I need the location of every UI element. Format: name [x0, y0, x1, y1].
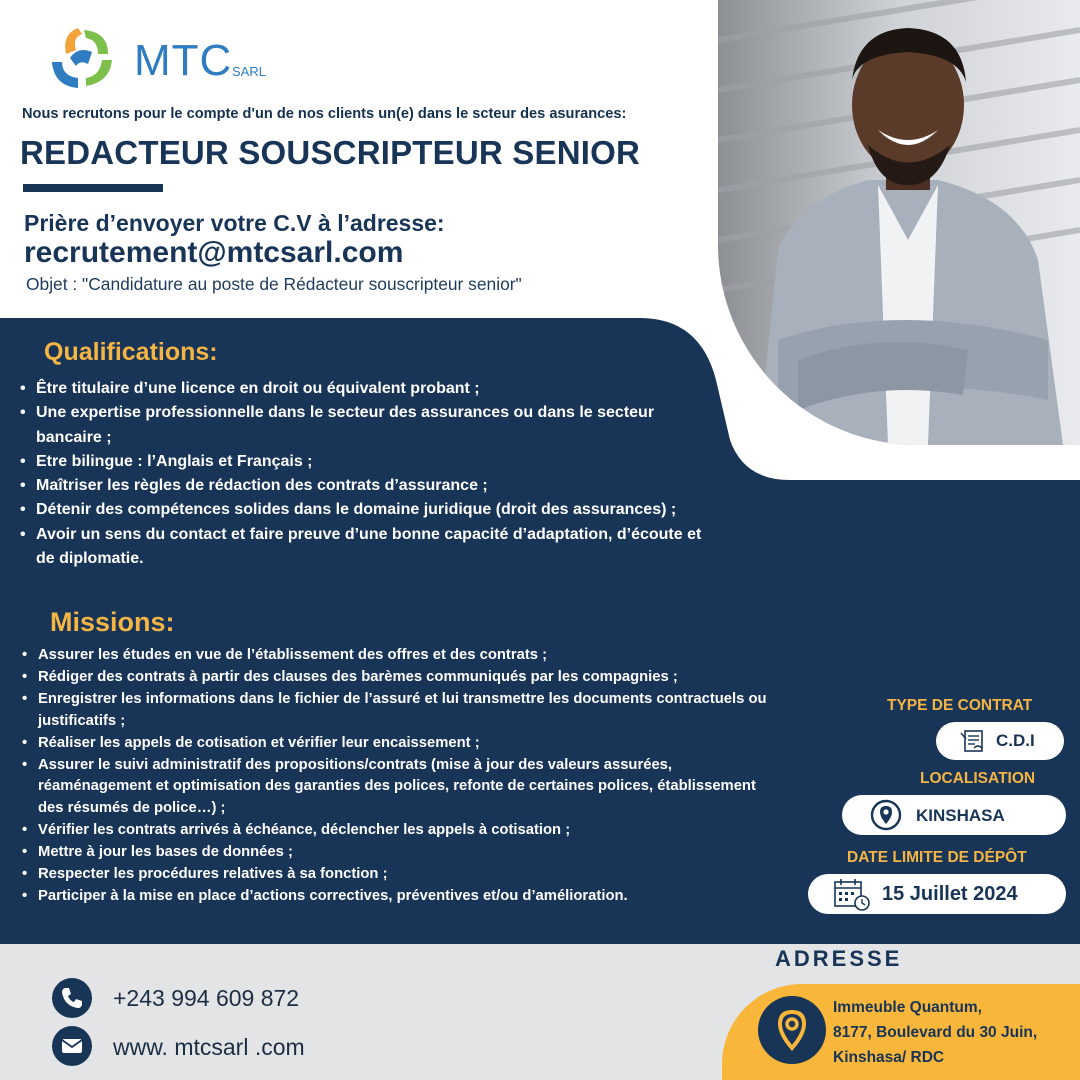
- address-line: Immeuble Quantum,: [833, 999, 982, 1016]
- title-underline: [23, 184, 163, 192]
- deadline-value: 15 Juillet 2024: [882, 883, 1018, 905]
- deadline-label: DATE LIMITE DE DÉPÔT: [847, 849, 1027, 866]
- list-item: • Respecter les procédures relatives à sa fonction ;: [24, 864, 784, 886]
- location-pill: [842, 795, 1066, 835]
- website-link[interactable]: www. mtcsarl .com: [113, 1034, 305, 1060]
- phone-icon: [52, 978, 92, 1018]
- list-item: • Assurer le suivi administratif des propositions/contrats (mise à jour des valeurs assurées, réaménagement et optimisation des garanties des polices, refonte de certaines polices, établissement des résumés de police…) ;: [24, 755, 784, 821]
- send-cv-label: Prière d’envoyer votre C.V à l’adresse:: [24, 210, 445, 236]
- intro-text: Nous recrutons pour le compte d'un de nos clients un(e) dans le scteur des asurances:: [22, 106, 627, 122]
- mail-icon: [52, 1026, 92, 1066]
- address-heading: ADRESSE: [775, 946, 903, 971]
- mtc-logo: [48, 24, 278, 94]
- mtc-logo-mark-icon: [48, 24, 118, 94]
- list-item: • Une expertise professionnelle dans le secteur des assurances ou dans le secteur bancaire ;: [22, 401, 712, 450]
- list-item: • Maîtriser les règles de rédaction des contrats d’assurance ;: [22, 474, 712, 498]
- qualifications-heading: Qualifications:: [44, 338, 218, 366]
- contract-type-pill: [936, 722, 1064, 760]
- phone-number[interactable]: +243 994 609 872: [113, 985, 300, 1011]
- list-item: • Vérifier les contrats arrivés à échéance, déclencher les appels à cotisation ;: [24, 820, 784, 842]
- list-item: • Assurer les études en vue de l’établissement des offres et des contrats ;: [24, 645, 784, 667]
- contract-type-label: TYPE DE CONTRAT: [887, 697, 1033, 714]
- missions-heading: Missions:: [50, 607, 175, 637]
- address-line: Kinshasa/ RDC: [833, 1049, 945, 1066]
- application-subject: Objet : "Candidature au poste de Rédacteur souscripteur senior": [26, 274, 522, 294]
- list-item: • Rédiger des contrats à partir des clauses des barèmes communiqués par les compagnies ;: [24, 667, 784, 689]
- location-value: KINSHASA: [916, 806, 1005, 825]
- missions-list: [24, 645, 784, 908]
- contract-type-value: C.D.I: [996, 731, 1035, 750]
- job-title: REDACTEUR SOUSCRIPTEUR SENIOR: [20, 134, 641, 171]
- address-text: [833, 995, 1037, 1070]
- address-line: 8177, Boulevard du 30 Juin,: [833, 1024, 1038, 1041]
- qualifications-list: [22, 377, 712, 571]
- brand-name: MTC: [134, 36, 233, 85]
- list-item: • Réaliser les appels de cotisation et vérifier leur encaissement ;: [24, 733, 784, 755]
- list-item: • Mettre à jour les bases de données ;: [24, 842, 784, 864]
- list-item: • Avoir un sens du contact et faire preuve d’une bonne capacité d’adaptation, d’écoute et de diplomatie.: [22, 523, 712, 572]
- contract-document-icon: [960, 730, 988, 752]
- candidate-photo: [718, 0, 1080, 445]
- deadline-pill: [808, 874, 1066, 914]
- location-label: LOCALISATION: [920, 770, 1036, 787]
- application-email[interactable]: recrutement@mtcsarl.com: [24, 236, 404, 269]
- location-pin-icon: [870, 799, 902, 831]
- list-item: • Enregistrer les informations dans le fichier de l’assuré et lui transmettre les documents contractuels ou justificatifs ;: [24, 689, 784, 733]
- list-item: • Être titulaire d’une licence en droit ou équivalent probant ;: [22, 377, 712, 401]
- list-item: • Etre bilingue : l’Anglais et Français ;: [22, 450, 712, 474]
- brand-suffix: SARL: [232, 64, 266, 79]
- list-item: • Participer à la mise en place d’actions correctives, préventives et/ou d’amélioration.: [24, 886, 784, 908]
- location-pin-icon: [758, 996, 826, 1064]
- list-item: • Détenir des compétences solides dans le domaine juridique (droit des assurances) ;: [22, 498, 712, 522]
- calendar-clock-icon: [832, 878, 872, 912]
